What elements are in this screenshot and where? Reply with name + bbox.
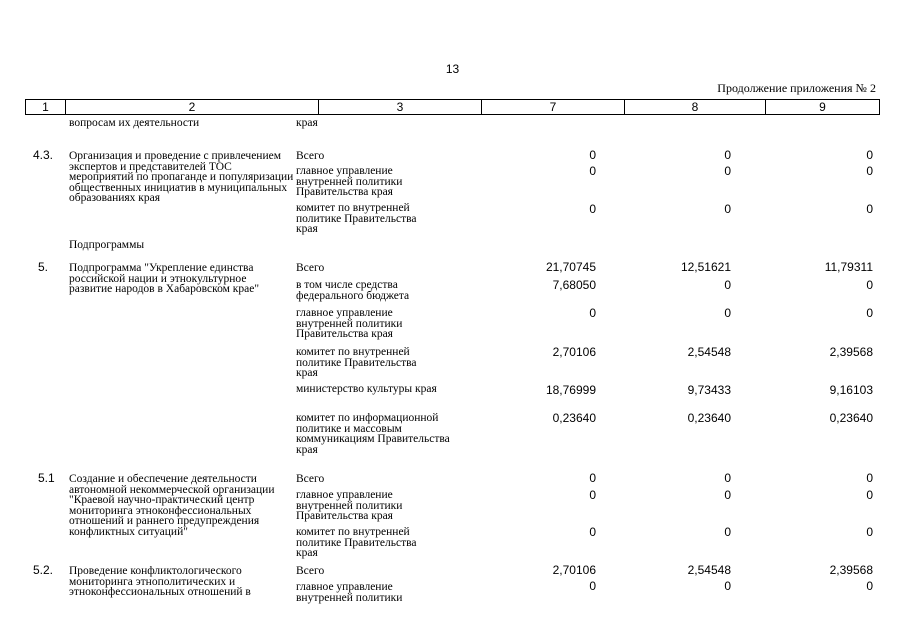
subprograms-heading: Подпрограммы (69, 239, 145, 251)
row-code: 5.1 (38, 471, 55, 485)
header-col-2: 2 (66, 100, 319, 114)
table-header (25, 99, 880, 115)
row-source: главное управление внутренней политики Правительства края (296, 489, 403, 522)
row-source: комитет по информационной политике и массовым коммуникациям Правительства края (296, 412, 450, 456)
row-value-col7: 0 (589, 148, 596, 162)
row-value-col7: 0 (589, 579, 596, 593)
row-source: Всего (296, 473, 325, 485)
row-name: Организация и проведение с привлечением экспертов и представителей ТОС мероприятий по пропаганде и популяризации общественных инициатив в муниципальных образованиях края (69, 150, 294, 204)
row-value-col9: 0 (866, 202, 873, 216)
row-value-col9: 0 (866, 579, 873, 593)
row-source: комитет по внутренней политике Правительства края (296, 526, 417, 559)
row-source: Всего (296, 150, 325, 162)
row-value-col7: 21,70745 (545, 260, 596, 274)
row-code: 5.2. (33, 563, 54, 577)
row-source: Всего (296, 262, 325, 274)
row-source: главное управление внутренней политики Правительства края (296, 165, 403, 198)
row-source: комитет по внутренней политике Правительства края (296, 346, 417, 379)
row-value-col9: 11,79311 (824, 260, 873, 274)
header-col-7: 7 (482, 100, 625, 114)
row-value-col8: 0 (724, 471, 731, 485)
continuation-label: Продолжение приложения № 2 (717, 81, 876, 95)
row-value-col7: 0 (589, 471, 596, 485)
row-value-col7: 0 (589, 488, 596, 502)
row-value-col9: 9,16103 (829, 383, 873, 397)
row-source: главное управление внутренней политики Правительства края (296, 307, 403, 340)
row-source: комитет по внутренней политике Правительства края (296, 202, 417, 235)
page-number: 13 (445, 62, 460, 76)
row-value-col9: 0 (866, 525, 873, 539)
row-value-col9: 0 (866, 278, 873, 292)
row-value-col7: 2,70106 (552, 345, 596, 359)
row-name: Проведение конфликтологического мониторинга этнополитических и этноконфессиональных отношений в (69, 565, 251, 598)
row-value-col9: 0 (866, 164, 873, 178)
row-value-col8: 2,54548 (687, 563, 731, 577)
row-code: 4.3. (33, 148, 54, 162)
header-col-1: 1 (26, 100, 66, 114)
row-value-col7: 18,76999 (545, 383, 596, 397)
row-value-col8: 0,23640 (687, 411, 731, 425)
row-value-col9: 0 (866, 148, 873, 162)
row-source: главное управление внутренней политики (296, 581, 403, 604)
row-name: вопросам их деятельности (69, 117, 200, 129)
row-value-col8: 0 (724, 202, 731, 216)
row-name: Подпрограмма "Укрепление единства российской нации и этнокультурное развитие народов в Хабаровском крае" (69, 262, 260, 295)
row-value-col7: 0,23640 (552, 411, 596, 425)
row-source: министерство культуры края (296, 383, 437, 395)
row-value-col8: 2,54548 (687, 345, 731, 359)
header-col-9: 9 (819, 100, 826, 114)
row-value-col8: 0 (724, 164, 731, 178)
row-value-col7: 0 (589, 525, 596, 539)
row-value-col9: 0 (866, 471, 873, 485)
row-source: в том числе средства федерального бюджета (296, 279, 410, 302)
row-value-col8: 0 (724, 148, 731, 162)
row-value-col8: 0 (724, 278, 731, 292)
row-value-col9: 0 (866, 306, 873, 320)
row-value-col9: 2,39568 (829, 563, 873, 577)
row-value-col9: 2,39568 (829, 345, 873, 359)
row-value-col8: 0 (724, 525, 731, 539)
row-value-col8: 12,51621 (680, 260, 731, 274)
row-value-col7: 0 (589, 164, 596, 178)
header-col-8: 8 (625, 100, 766, 114)
row-source: края (296, 117, 318, 129)
row-value-col9: 0,23640 (829, 411, 873, 425)
row-value-col7: 7,68050 (552, 278, 596, 292)
row-value-col9: 0 (866, 488, 873, 502)
row-value-col8: 0 (724, 488, 731, 502)
row-value-col8: 0 (724, 306, 731, 320)
row-value-col7: 0 (589, 306, 596, 320)
row-value-col7: 0 (589, 202, 596, 216)
row-name: Создание и обеспечение деятельности автономной некоммерческой организации "Краевой научно-практический центр мониторинга этноконфессиональных отношений и раннего предупреждения конфликтных ситуаций" (69, 473, 275, 538)
row-value-col8: 9,73433 (687, 383, 731, 397)
row-source: Всего (296, 565, 325, 577)
row-value-col7: 2,70106 (552, 563, 596, 577)
row-code: 5. (38, 260, 49, 274)
header-col-3: 3 (319, 100, 482, 114)
row-value-col8: 0 (724, 579, 731, 593)
